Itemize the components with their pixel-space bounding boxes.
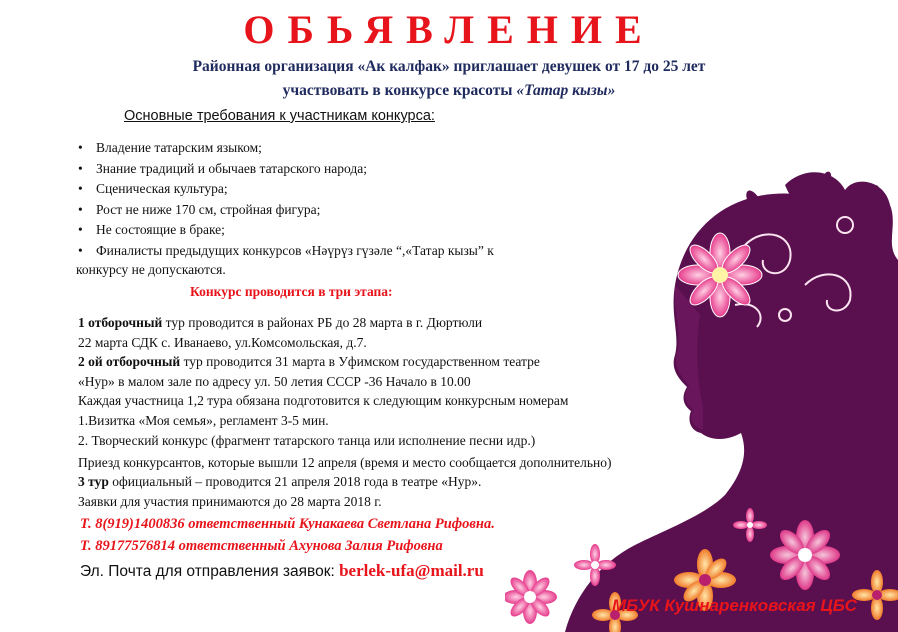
bullet-icon: • [78,140,83,155]
bullet-icon: • [78,242,83,258]
stage-1-label: 1 отборочный [78,315,163,330]
info-line [78,354,540,370]
requirements-heading: Основные требования к участникам конкурса: [124,108,435,124]
info-line: 1.Визитка «Моя семья», регламент 3-5 мин. [78,413,329,428]
bullet-icon: • [78,222,83,237]
info-line: 22 марта СДК с. Иванаево, ул.Комсомольская, д.7. [78,335,367,350]
email-label: Эл. Почта для отправления заявок: [80,563,340,580]
info-text: тур проводится 31 марта в Уфимском государственном театре [180,354,540,369]
invite-line-1: Районная организация «Ак калфак» приглашает девушек от 17 до 25 лет [192,58,706,75]
info-line [78,315,482,331]
requirement-text: Сценическая культура; [96,181,228,196]
footer-organization: МБУК Кушнаренковская ЦБС [612,596,857,615]
stage-3-label: 3 тур [78,474,109,489]
info-line: Каждая участница 1,2 тура обязана подготовится к следующим конкурсным номерам [78,393,569,408]
list-item [78,138,598,159]
bullet-icon: • [78,201,83,217]
info-line: Заявки для участия принимаются до 28 марта 2018 г. [78,494,382,509]
phone-contact-1: Т. 8(919)1400836 ответственный Кунакаева Светлана Рифовна. [80,516,495,532]
invite-line-2-text: участвовать в конкурсе красоты [282,82,517,99]
info-text: официальный – проводится 21 апреля 2018 года в театре «Нур». [108,474,482,489]
requirement-text: Не состоящие в браке; [96,222,225,237]
email-line [80,561,484,581]
page-title: ОБЬЯВЛЕНИЕ [243,7,655,52]
bullet-icon: • [78,160,83,176]
info-text: тур проводится в районах РБ до 28 марта в г. Дюртюли [162,315,483,330]
requirement-text: Владение татарским языком; [96,140,262,155]
stage-2-label: 2 ой отборочный [78,354,181,369]
contest-name: «Татар кызы» [516,82,616,99]
stages-heading: Конкурс проводится в три этапа: [190,284,393,299]
info-line: 2. Творческий конкурс (фрагмент татарского танца или исполнение песни идр.) [78,433,536,448]
requirement-text: Знание традиций и обычаев татарского народа; [96,160,367,176]
info-line: Приезд конкурсантов, которые вышли 12 апреля (время и место сообщается дополнительно) [78,455,612,470]
requirement-text: Рост не ниже 170 см, стройная фигура; [96,201,321,217]
phone-contact-2: Т. 89177576814 ответственный Ахунова Залия Рифовна [80,538,443,554]
requirement-text: Финалисты предыдущих конкурсов «Нәүрүз гүзәле “,«Татар кызы” к [96,242,494,258]
invite-line-2 [0,82,898,100]
silhouette-illustration [505,165,898,632]
requirements-tail: конкурсу не допускаются. [76,262,226,277]
info-line: «Нур» в малом зале по адресу ул. 50 летия СССР -36 Начало в 10.00 [78,374,471,389]
flower-icon [505,570,557,624]
bullet-icon: • [78,181,83,196]
email-link[interactable]: berlek-ufa@mail.ru [339,561,484,580]
info-line [78,474,481,490]
